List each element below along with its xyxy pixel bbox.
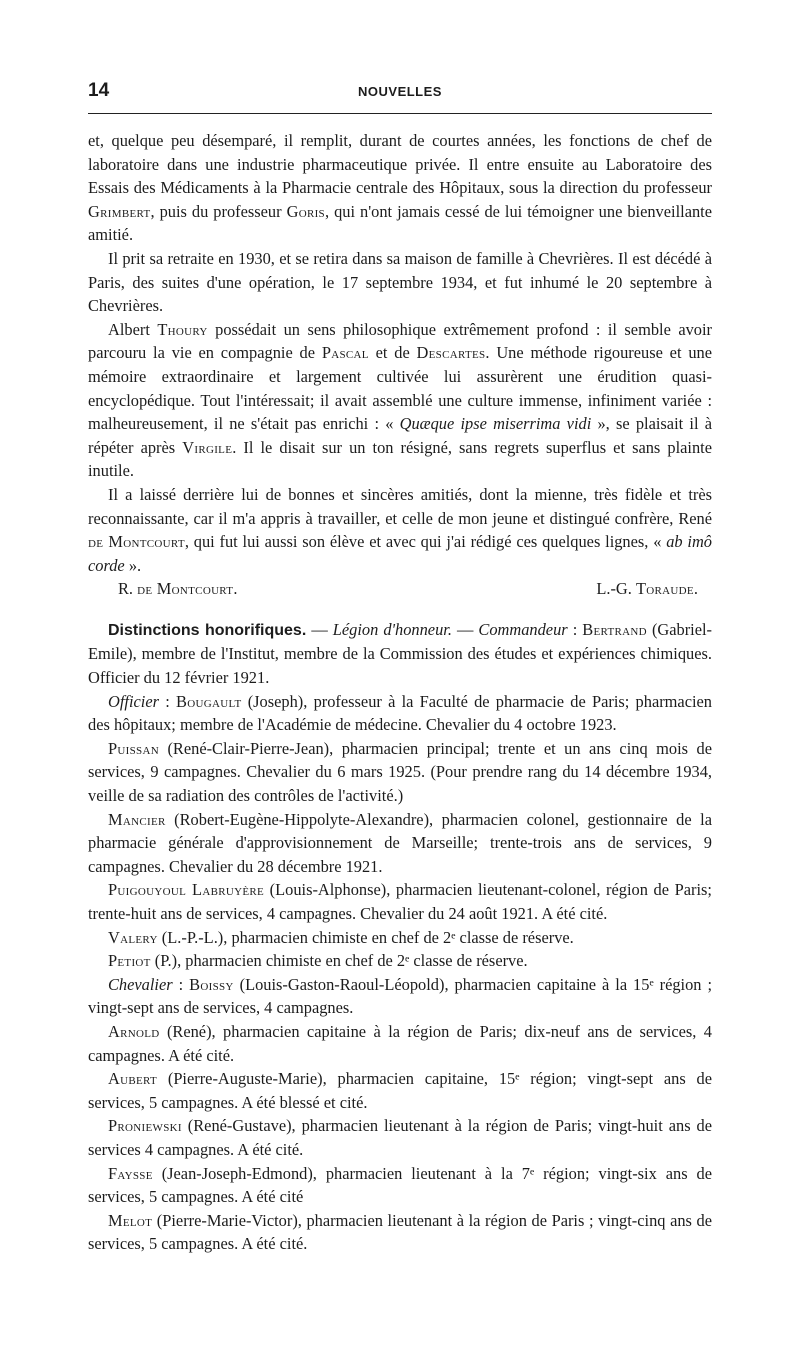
distinction-entry: Proniewski (René-Gustave), pharmacien lieutenant à la région de Paris; vingt-huit ans de services 4 campagnes. A été cité. — [88, 1116, 712, 1159]
honoree-name: Faysse — [108, 1163, 153, 1183]
person-name: Descartes — [416, 343, 486, 363]
distinction-entry: Aubert (Pierre-Auguste-Marie), pharmacien capitaine, 15ᵉ région; vingt-sept ans de services, 5 campagnes. A été blessé et cité. — [88, 1069, 712, 1112]
honoree-name: Melot — [108, 1210, 153, 1230]
honoree-name: Puissan — [108, 738, 159, 758]
legion-heading: Légion d'honneur. — [332, 619, 452, 639]
honoree-name: Boissy — [189, 974, 234, 994]
distinction-entry: Valery (L.-P.-L.), pharmacien chimiste en chef de 2ᵉ classe de réserve. — [108, 927, 574, 947]
honoree-name: Bougault — [176, 691, 242, 711]
person-name: Grimbert — [88, 201, 151, 221]
person-name: Goris — [286, 201, 325, 221]
rank-label: Officier — [108, 691, 159, 711]
body-text — [88, 129, 712, 1256]
distinction-entry: Officier : Bougault (Joseph), professeur à la Faculté de pharmacie de Paris; pharmacien des hôpitaux; membre de l'Académie de médecine. Chevalier du 4 octobre 1923. — [88, 691, 712, 735]
distinction-entry: Faysse (Jean-Joseph-Edmond), pharmacien lieutenant à la 7ᵉ région; vingt-six ans de services, 5 campagnes. A été cité — [88, 1163, 712, 1207]
distinction-entry: Melot (Pierre-Marie-Victor), pharmacien lieutenant à la région de Paris ; vingt-cinq ans de services, 5 campagnes. A été cité. — [88, 1210, 712, 1254]
obituary-paragraph-4: Il a laissé derrière lui de bonnes et sincères amitiés, dont la mienne, très fidèle et très reconnaissante, car il m'a appris à travailler, et celle de mon jeune et distingué confrère, René de Montcourt, qui fut lui aussi son élève et avec qui j'ai rédigé ces quelques lignes, « ab imô corde ». — [88, 484, 712, 575]
distinction-entry: Chevalier : Boissy (Louis-Gaston-Raoul-Léopold), pharmacien capitaine à la 15ᵉ région ; vingt-sept ans de services, 4 campagnes. — [88, 974, 713, 1018]
page-number: 14 — [88, 80, 110, 101]
distinction-entry: Puigouyoul Labruyère (Louis-Alphonse), pharmacien lieutenant-colonel, région de Paris; trente-huit ans de services, 4 campagnes. Chevalier du 24 août 1921. A été cité. — [88, 880, 712, 923]
latin-quote: ab imô corde — [88, 532, 712, 575]
page-header — [88, 80, 712, 108]
section-heading: Distinctions honorifiques. — [108, 621, 307, 639]
distinction-entry: Petiot (P.), pharmacien chimiste en chef de 2ᵉ classe de réserve. — [108, 951, 528, 971]
signature-line — [88, 577, 712, 601]
honoree-name: Mancier — [108, 809, 166, 829]
distinction-entry: Distinctions honorifiques. — Légion d'honneur. — Commandeur : Bertrand (Gabriel-Emile), membre de l'Institut, membre de la Commission des études et expériences chimiques. Officier du 12 février 1921. — [88, 619, 713, 688]
latin-quote: Quæque ipse miserrima vidi — [399, 414, 592, 434]
person-name: Pascal — [321, 343, 369, 363]
obituary-paragraph-2: Il prit sa retraite en 1930, et se retira dans sa maison de famille à Chevrières. Il est décédé à Paris, des suites d'une opération, le 17 septembre 1934, et fut inhumé le 20 septembre à Chevrières. — [88, 248, 712, 316]
person-name: Thoury — [157, 319, 208, 339]
obituary-paragraph-1: et, quelque peu désemparé, il remplit, durant de courtes années, les fonctions de chef de laboratoire dans une industrie pharmaceutique privée. Il entre ensuite au Laboratoire des Essais des Médicaments à la Pharmacie centrale des Hôpitaux, sous la direction du professeur Grimbert, puis du professeur Goris, qui n'ont jamais cessé de lui témoigner une bienveillante amitié. — [88, 131, 712, 245]
honoree-name: Valery — [108, 927, 158, 947]
header-rule — [88, 113, 712, 114]
person-name: de Montcourt — [88, 532, 185, 552]
person-name: Virgile — [182, 437, 233, 457]
distinction-entry: Mancier (Robert-Eugène-Hippolyte-Alexandre), pharmacien colonel, gestionnaire de la pharmacie générale d'approvisionnement de Marseille; trente-trois ans de services, 9 campagnes. Chevalier du 28 décembre 1921. — [88, 809, 712, 876]
obituary-paragraph-3: Albert Thoury possédait un sens philosophique extrêmement profond : il semble avoir parcouru la vie en compagnie de Pascal et de Descartes. Une méthode rigoureuse et une mémoire extraordinaire et largement cultivée lui assurèrent une érudition quasi-encyclopédique. Tout l'intéressait; il avait assemblé une culture immense, infiniment variée : malheureusement, il ne s'était pas enrichi : « Quæque ipse miserrima vidi », se plaisait il à répéter après Virgile. Il le disait sur un ton résigné, sans regrets superflus et sans plainte inutile. — [88, 319, 712, 481]
honoree-name: Petiot — [108, 951, 151, 971]
signature-right: L.-G. Toraude. — [596, 579, 698, 599]
signature-left: R. de Montcourt. — [118, 579, 238, 599]
rank-label: Commandeur — [478, 619, 568, 639]
distinction-entry: Puissan (René-Clair-Pierre-Jean), pharmacien principal; trente et un ans cinq mois de services, 9 campagnes. Chevalier du 6 mars 1925. (Pour prendre rang du 14 décembre 1934, veille de sa radiation des contrôles de l'activité.) — [88, 738, 712, 806]
honoree-name: Arnold — [108, 1021, 160, 1041]
honoree-name: Bertrand — [582, 619, 647, 639]
honoree-name: Aubert — [108, 1069, 158, 1089]
honoree-name: Proniewski — [108, 1116, 182, 1136]
running-title: NOUVELLES — [358, 84, 442, 99]
section-spacer — [88, 601, 712, 618]
honoree-name: Puigouyoul Labruyère — [108, 880, 265, 900]
rank-label: Chevalier — [108, 974, 173, 994]
distinction-entry: Arnold (René), pharmacien capitaine à la région de Paris; dix-neuf ans de services, 4 campagnes. A été cité. — [88, 1021, 712, 1065]
